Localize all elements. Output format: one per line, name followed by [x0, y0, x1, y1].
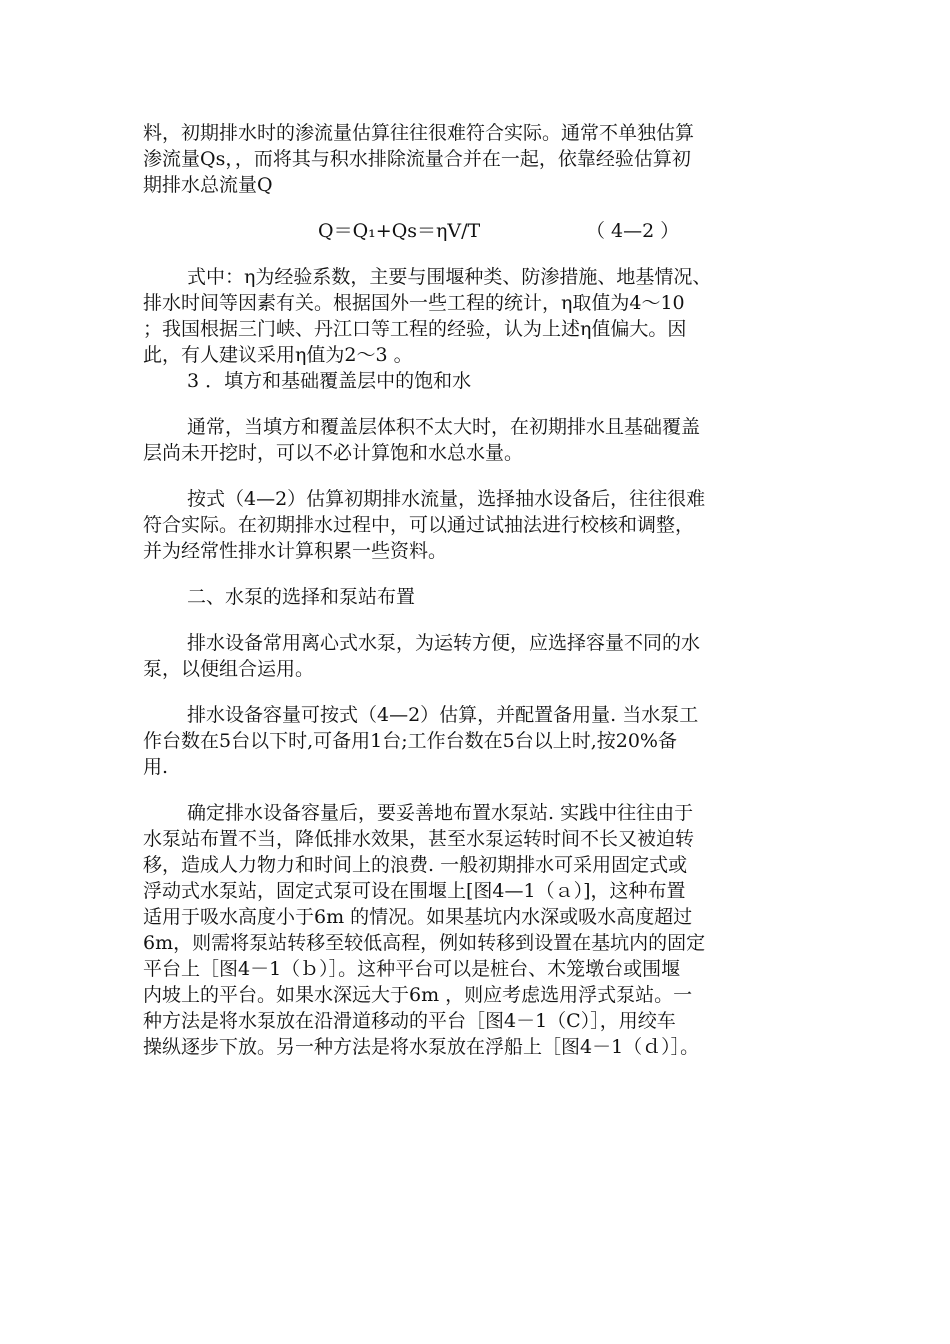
text-line: 排水设备常用离心式水泵，为运转方便，应选择容量不同的水 [187, 632, 701, 654]
text-line: 种方法是将水泵放在沿滑道移动的平台［图4－1（C）］，用绞车 [143, 1010, 676, 1032]
text-line: 排水时间等因素有关。根据国外一些工程的统计，η取值为4～10 [143, 292, 685, 314]
text-line: 确定排水设备容量后，要妥善地布置水泵站. 实践中往往由于 [187, 802, 694, 824]
text-line: 料，初期排水时的渗流量估算往往很难符合实际。通常不单独估算 [143, 122, 695, 144]
heading-text: 二、水泵的选择和泵站布置 [187, 586, 416, 608]
section-heading: 3 ．填方和基础覆盖层中的饱和水 [187, 370, 472, 392]
text-line: 式中：η为经验系数，主要与围堰种类、防渗措施、地基情况、 [187, 266, 712, 288]
text-line: 符合实际。在初期排水过程中，可以通过试抽法进行校核和调整， [143, 514, 695, 536]
text-line: 作台数在5台以下时,可备用1台;工作台数在5台以上时,按20%备 [143, 730, 677, 752]
paragraph-capacity [143, 702, 815, 780]
text-line: 6m，则需将泵站转移至较低高程，例如转移到设置在基坑内的固定 [143, 932, 706, 954]
text-line: 并为经常性排水计算积累一些资料。 [143, 540, 448, 562]
text-line: 泵，以便组合运用。 [143, 658, 315, 680]
text-line: 水泵站布置不当，降低排水效果，甚至水泵运转时间不长又被迫转 [143, 828, 695, 850]
text-line: 期排水总流量Q [143, 174, 273, 196]
text-line: 浮动式水泵站，固定式泵可设在围堰上[图4—1（ａ）]，这种布置 [143, 880, 686, 902]
document-body [143, 120, 815, 1060]
formula-row [143, 218, 815, 244]
formula: Q＝Q₁+Qs＝ηV/T [318, 220, 481, 242]
paragraph-saturated-water [143, 414, 815, 466]
paragraph-pump-station [143, 800, 815, 1060]
text-line: 用. [143, 756, 169, 778]
text-line: 渗流量Qs，，而将其与积水排除流量合并在一起，依靠经验估算初 [143, 148, 691, 170]
text-line: 排水设备容量可按式（4—2）估算，并配置备用量. 当水泵工 [187, 704, 699, 726]
text-line: 通常，当填方和覆盖层体积不太大时，在初期排水且基础覆盖 [187, 416, 701, 438]
paragraph-pumps [143, 630, 815, 682]
text-line: 平台上［图4－1（ｂ）］。这种平台可以是桩台、木笼墩台或围堰 [143, 958, 681, 980]
text-line: 层尚未开挖时，可以不必计算饱和水总水量。 [143, 442, 524, 464]
text-line: 操纵逐步下放。另一种方法是将水泵放在浮船上［图4－1（ｄ）］。 [143, 1036, 700, 1058]
paragraph-estimation [143, 486, 815, 564]
text-line: 适用于吸水高度小于6m 的情况。如果基坑内水深或吸水高度超过 [143, 906, 693, 928]
paragraph-seepage [143, 120, 815, 198]
text-line: 此，有人建议采用η值为2～3 。 [143, 344, 413, 366]
text-line: ；我国根据三门峡、丹江口等工程的经验，认为上述η值偏大。因 [143, 318, 687, 340]
section-heading [143, 584, 815, 610]
formula-number: （ 4—2 ） [586, 220, 680, 242]
text-line: 按式（4—2）估算初期排水流量，选择抽水设备后，往往很难 [187, 488, 706, 510]
paragraph-eta [143, 264, 815, 394]
text-line: 移，造成人力物力和时间上的浪费. 一般初期排水可采用固定式或 [143, 854, 688, 876]
text-line: 内坡上的平台。如果水深远大于6m ，则应考虑选用浮式泵站。一 [143, 984, 693, 1006]
